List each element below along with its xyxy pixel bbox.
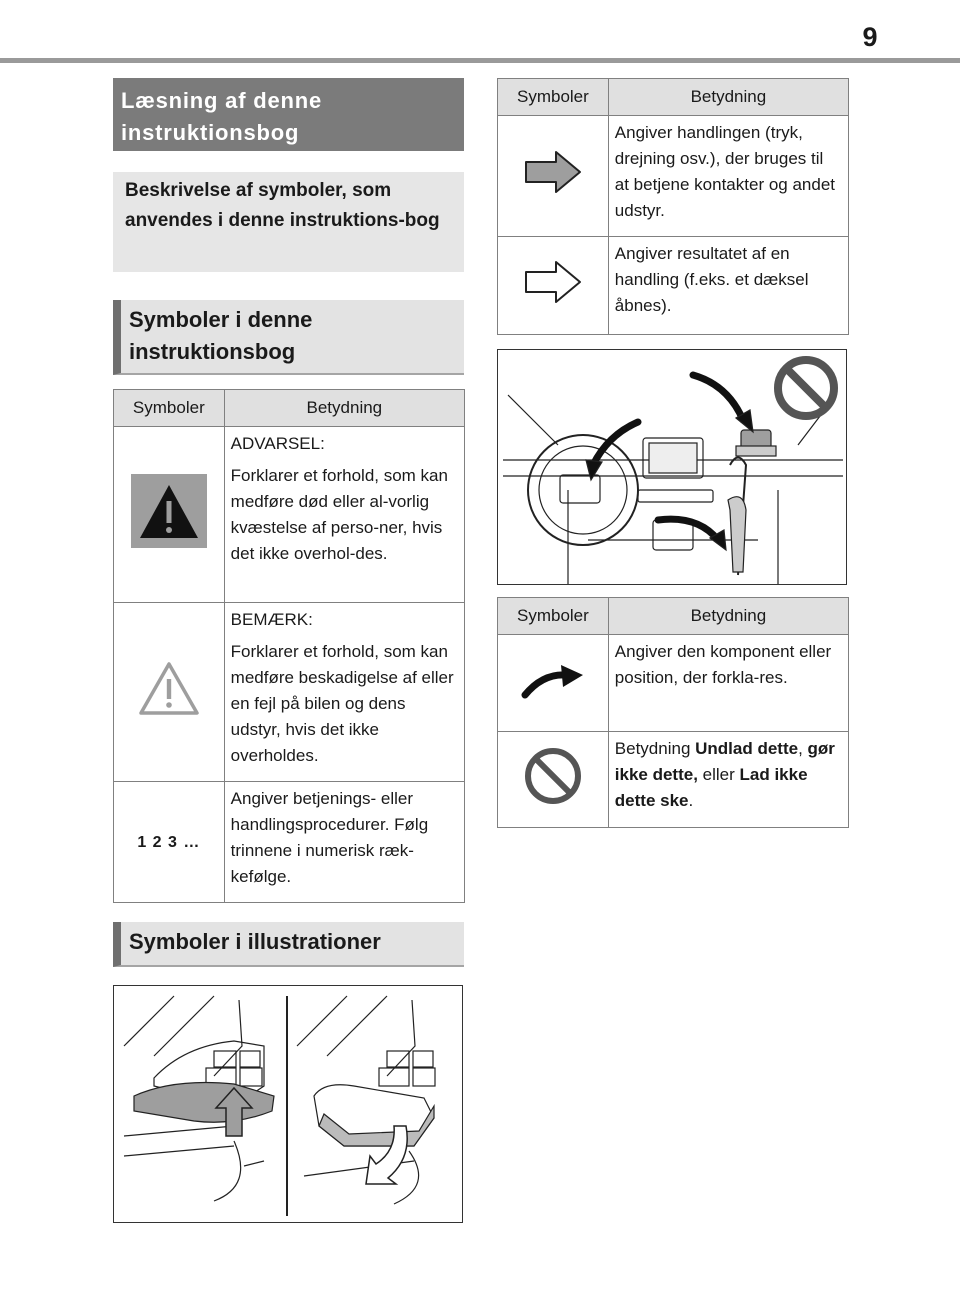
col-symbol-header: Symboler <box>498 79 609 116</box>
notice-text: Forklarer et forhold, som kan medføre beskadigelse af eller en fejl på bilen og dens udstyr, hvis det ikke overholdes. <box>230 642 454 765</box>
notice-title: BEMÆRK: <box>230 610 313 629</box>
table-row <box>498 635 849 732</box>
result-arrow-text: Angiver resultatet af en handling (f.eks. et dæksel åbnes). <box>614 244 809 315</box>
prohibited-prefix: Betydning <box>614 739 696 758</box>
meaning-cell <box>608 635 848 732</box>
symbol-cell <box>498 635 609 732</box>
section-title: Læsning af denne instruktionsbog <box>113 78 464 151</box>
cover-illustration <box>113 985 463 1223</box>
prohibited-bold-2: gør ikke dette, <box>614 739 835 784</box>
meaning-cell <box>608 732 848 828</box>
prohibited-bold-1: Undlad dette <box>695 739 799 758</box>
col-symbol-header: Symboler <box>498 598 609 635</box>
page-number: 9 <box>862 22 878 52</box>
illustration-symbols-table-1 <box>497 78 849 335</box>
warning-title: ADVARSEL: <box>230 434 325 453</box>
meaning-cell <box>224 782 464 903</box>
meaning-cell <box>224 427 464 603</box>
section-intro: Beskrivelse af symboler, som anvendes i denne instruktions-bog <box>113 172 464 272</box>
warning-triangle-icon <box>131 474 207 548</box>
manual-symbols-table <box>113 389 465 903</box>
table-row <box>114 782 465 903</box>
table-row <box>498 732 849 828</box>
illustration-symbols-heading: Symboler i illustrationer <box>113 922 464 967</box>
meaning-cell <box>224 603 464 782</box>
manual-symbols-heading: Symboler i denne instruktionsbog <box>113 300 464 375</box>
steps-text: Angiver betjenings- eller handlingsprocedurer. Følg trinnene i numerisk ræk-kefølge. <box>230 789 429 886</box>
symbol-cell <box>114 427 225 603</box>
illustration-symbols-table-2 <box>497 597 849 828</box>
action-arrow-text: Angiver handlingen (tryk, drejning osv.), der bruges til at betjene kontakter og andet udstyr. <box>614 123 836 220</box>
table-row <box>498 116 849 237</box>
table-row <box>114 603 465 782</box>
pointer-arrow-icon <box>521 659 585 699</box>
prohibited-icon <box>523 746 583 806</box>
prohibited-sep-2: eller <box>697 765 740 784</box>
dashboard-illustration <box>497 349 847 585</box>
symbol-cell <box>498 237 609 335</box>
meaning-cell <box>608 237 848 335</box>
symbol-cell <box>114 782 225 903</box>
meaning-cell <box>608 116 848 237</box>
pointer-arrow-text: Angiver den komponent eller position, der forkla-res. <box>614 642 832 687</box>
table-row <box>498 237 849 335</box>
header-rule <box>0 58 960 63</box>
prohibited-text <box>615 736 842 814</box>
col-meaning-header: Betydning <box>608 79 848 116</box>
gray-arrow-icon <box>523 149 583 195</box>
table-row <box>114 427 465 603</box>
steps-numbers-icon: 1 2 3 … <box>137 833 201 851</box>
notice-triangle-icon <box>137 659 201 717</box>
symbol-cell <box>498 732 609 828</box>
col-meaning-header: Betydning <box>608 598 848 635</box>
prohibited-sep-1: , <box>798 739 808 758</box>
prohibited-end: . <box>688 791 694 810</box>
col-symbol-header: Symboler <box>114 390 225 427</box>
col-meaning-header: Betydning <box>224 390 464 427</box>
prohibited-bold-3: Lad ikke dette ske <box>614 765 808 810</box>
symbol-cell <box>114 603 225 782</box>
warning-text: Forklarer et forhold, som kan medføre død eller al-vorlig kvæstelse af perso-ner, hvis det ikke overhol-des. <box>230 466 448 563</box>
outline-arrow-icon <box>523 259 583 305</box>
symbol-cell <box>498 116 609 237</box>
